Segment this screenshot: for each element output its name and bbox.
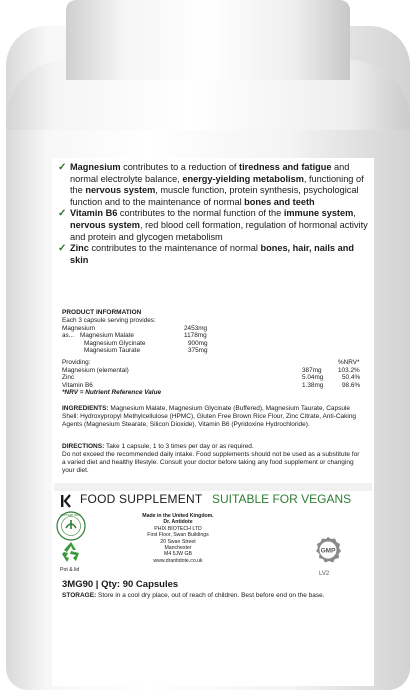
benefit-text: energy-yielding metabolism <box>182 173 304 184</box>
address-line: 20 Swan Street <box>160 538 196 545</box>
benefit-text: , red blood cell formation, regulation of hormonal activity and protein and glycogen metabolism <box>70 219 368 242</box>
halal-text: CERTIFIED HALAL <box>60 514 82 518</box>
benefit-text: nervous system <box>70 219 140 230</box>
benefit-text: contributes to the normal function of the <box>117 208 284 219</box>
providing-label: Providing: <box>62 358 91 366</box>
brand-name: Dr. Antidote <box>163 519 193 526</box>
benefit-text: nervous system <box>85 185 156 196</box>
bottle-neck <box>66 0 350 80</box>
nrv-header: %NRV* <box>338 358 360 366</box>
nutrient-label: Magnesium (elemental) <box>62 366 129 374</box>
form-label: Magnesium Taurate <box>84 347 141 355</box>
food-supplement-label: FOOD SUPPLEMENT <box>80 492 203 506</box>
ingredients-heading: INGREDIENTS: <box>62 405 109 412</box>
recycle-icon <box>58 540 84 564</box>
checkmark-icon: ✓ <box>58 208 67 220</box>
nutrient-amount: 2453mg <box>184 324 208 332</box>
benefit-text: Zinc <box>70 243 89 254</box>
divider <box>54 483 372 491</box>
nutrient-amount: 1.38mg <box>302 381 324 389</box>
nutrient-label: Magnesium <box>62 324 96 332</box>
directions-warning: Do not exceed the recommended daily intake. Food supplements should not be used as a substitute for a varied diet and healthy lifestyle. Consult your doctor before taking any food supplement or changing your diet. <box>62 451 360 475</box>
directions-heading: DIRECTIONS: <box>62 443 105 450</box>
storage-heading: STORAGE: <box>62 592 97 599</box>
benefit-text: Magnesium <box>70 162 121 172</box>
checkmark-icon: ✓ <box>58 243 67 255</box>
storage-text: Store in a cool dry place, out of reach of children. Best before end on the base. <box>96 592 325 599</box>
brand-logo-icon <box>60 494 74 508</box>
benefit-text: bones and teeth <box>244 196 315 207</box>
benefit-text: , <box>353 208 356 219</box>
as-prefix: as... <box>62 332 75 340</box>
form-amount: 1178mg <box>184 332 207 340</box>
nutrient-nrv: 103.2% <box>338 366 360 374</box>
lv-label: LV2 <box>319 571 330 577</box>
benefit-text: immune system <box>283 208 354 219</box>
checkmark-icon: ✓ <box>58 162 67 173</box>
gmp-text: GMP <box>320 547 336 555</box>
website-text: www.drantidote.co.uk <box>153 557 203 564</box>
directions-text: Take 1 capsule, 1 to 3 times per day or as required. <box>104 443 254 450</box>
product-information-title: PRODUCT INFORMATION <box>62 309 142 316</box>
form-label: Magnesium Glycinate <box>84 339 146 347</box>
nutrient-label: Zinc <box>62 374 75 382</box>
manufacturer-address <box>118 513 238 564</box>
address-line: Manchester <box>164 545 192 552</box>
benefit-text: tiredness and fatigue <box>239 162 332 172</box>
company-name: PHIX BIOTECH LTD <box>154 525 202 532</box>
benefit-text: and normal electrolyte balance, <box>70 162 350 184</box>
gmp-badge-icon <box>314 536 342 564</box>
halal-certified-icon <box>56 511 86 541</box>
benefit-text: , functioning of the <box>70 173 364 196</box>
storage-section <box>62 592 362 600</box>
nutrient-nrv: 50.4% <box>342 374 361 382</box>
nutrient-label: Vitamin B6 <box>62 381 93 389</box>
serving-text: Each 3 capsule serving provides: <box>62 317 156 324</box>
directions-section <box>62 443 362 475</box>
benefit-vitamin-b6 <box>58 208 370 243</box>
form-amount: 375mg <box>188 347 208 355</box>
benefit-text: contributes to the maintenance of normal <box>88 243 261 254</box>
ingredients-text: Magnesium Malate, Magnesium Glycinate (Buffered), Magnesium Taurate, Capsule Shell: Hydroxypropyl Methylcellulose (HPMC), Gluten Free Brown Rice Flour, Zinc Citrate, Anti-Caking Agents (Magnesium Stearate, Silicon Dioxide), Vitamin B6 (Pyridoxine Hydrochloride). <box>62 405 357 429</box>
nutrient-nrv: 98.6% <box>342 381 361 389</box>
benefit-text: contributes to a reduction of <box>120 162 240 172</box>
ingredients-section <box>62 405 362 429</box>
benefit-text: , muscle function, protein synthesis, psychological function and to the maintenance of normal <box>70 185 359 207</box>
benefit-text: Vitamin B6 <box>70 208 118 219</box>
product-code: 3MG90 | Qty: 90 Capsules <box>62 579 179 590</box>
nutrient-amount: 387mg <box>302 366 322 374</box>
nutrient-amount: 5.04mg <box>302 374 324 382</box>
address-line: M4 5JW GB <box>164 551 192 558</box>
pot-lid-label: Pot & lid <box>60 567 80 573</box>
form-label: Magnesium Malate <box>80 332 134 340</box>
benefit-zinc <box>58 243 370 266</box>
benefit-magnesium <box>58 162 370 208</box>
nrv-note: *NRV = Nutrient Reference Value <box>62 389 162 397</box>
form-amount: 900mg <box>188 339 208 347</box>
address-line: First Floor, Swan Buildings <box>147 532 209 539</box>
benefits-list <box>58 162 370 266</box>
benefit-text: bones, hair, nails and skin <box>70 243 354 265</box>
product-information-table <box>62 317 362 397</box>
vegan-label: SUITABLE FOR VEGANS <box>212 492 352 506</box>
made-in-text: Made in the United Kingdom. <box>142 513 214 519</box>
